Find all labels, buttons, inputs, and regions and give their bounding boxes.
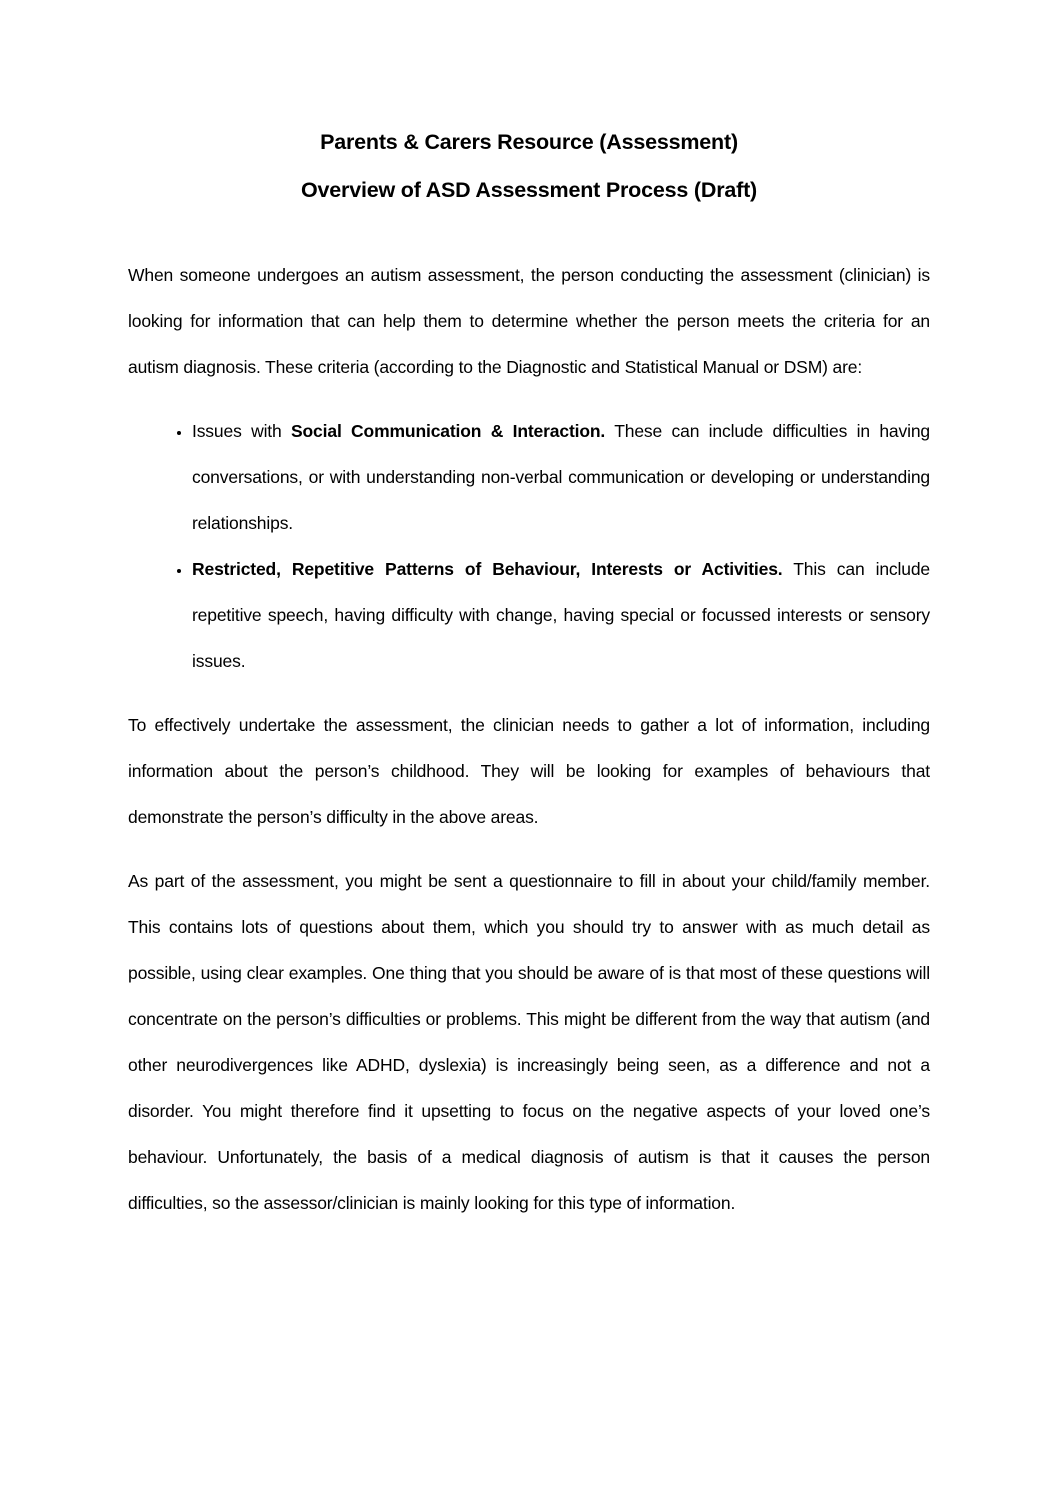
list-item-restricted-repetitive [192, 546, 930, 684]
list-item-social-communication [192, 408, 930, 546]
bullet-1-text-post: These can include difficulties in having conversations, or with understanding non-verbal communication or developing or understanding relationships. [192, 421, 930, 533]
bullet-2-text-post: This can include repetitive speech, having difficulty with change, having special or focussed interests or sensory issues. [192, 559, 930, 671]
gather-paragraph: To effectively undertake the assessment, the clinician needs to gather a lot of information, including information about the person’s childhood. They will be looking for examples of behaviours that demonstrate the person’s difficulty in the above areas. [128, 715, 930, 827]
bullet-1-text-pre: Issues with [192, 421, 291, 441]
intro-paragraph: When someone undergoes an autism assessment, the person conducting the assessment (clinician) is looking for information that can help them to determine whether the person meets the criteria for an autism diagnosis. These criteria (according to the Diagnostic and Statistical Manual or DSM) are: [128, 265, 930, 377]
bullet-1-text-bold: Social Communication & Interaction. [291, 421, 606, 441]
questionnaire-paragraph: As part of the assessment, you might be sent a questionnaire to fill in about your child/family member. This contains lots of questions about them, which you should try to answer with as much detail as possible, using clear examples. One thing that you should be aware of is that most of these questions will concentrate on the person’s difficulties or problems. This might be different from the way that autism (and other neurodivergences like ADHD, dyslexia) is increasingly being seen, as a difference and not a disorder. You might therefore find it upsetting to focus on the negative aspects of your loved one’s behaviour. Unfortunately, the basis of a medical diagnosis of autism is that it causes the person difficulties, so the assessor/clinician is mainly looking for this type of information. [128, 871, 930, 1213]
title-line-2: Overview of ASD Assessment Process (Draft) [300, 178, 757, 202]
document-title [128, 118, 930, 214]
criteria-list [128, 408, 930, 684]
title-line-1: Parents & Carers Resource (Assessment) [320, 130, 738, 154]
bullet-2-text-bold: Restricted, Repetitive Patterns of Behaviour, Interests or Activities. [192, 559, 783, 579]
